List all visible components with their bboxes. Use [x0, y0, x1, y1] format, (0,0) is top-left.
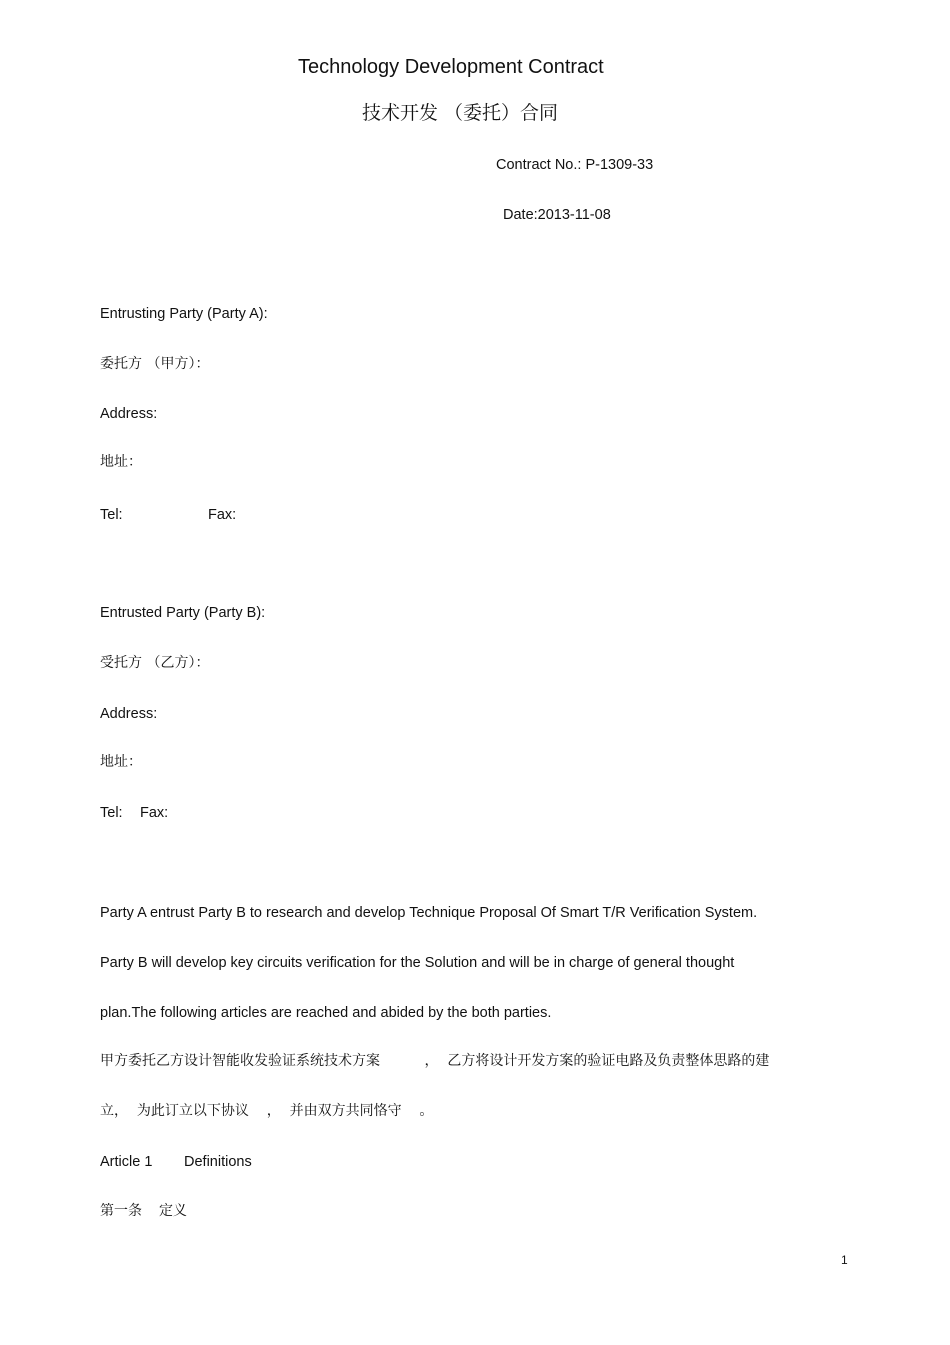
title-en: Technology Development Contract	[298, 56, 604, 78]
party-a-tel: Tel:	[100, 507, 123, 523]
party-a-fax: Fax:	[208, 507, 237, 523]
title-cn: 技术开发 （委托）合同	[362, 102, 559, 124]
party-a-address-en: Address:	[100, 406, 158, 422]
party-b-tel: Tel:	[100, 805, 123, 821]
contract-date: Date:2013-11-08	[503, 207, 611, 223]
article-1-number-cn: 第一条	[100, 1203, 142, 1219]
page-number: 1	[841, 1253, 848, 1267]
party-b-fax: Fax:	[140, 805, 169, 821]
intro-cn-line-1: 甲方委托乙方设计智能收发验证系统技术方案 ， 乙方将设计开发方案的验证电路及负责整体思路的建	[100, 1053, 770, 1069]
intro-en-line-1: Party A entrust Party B to research and develop Technique Proposal Of Smart T/R Verification System.	[100, 905, 758, 921]
intro-en-line-2: Party B will develop key circuits verification for the Solution and will be in charge of general thought	[100, 955, 735, 971]
article-1-number-en: Article 1	[100, 1154, 153, 1170]
party-b-address-en: Address:	[100, 706, 158, 722]
party-a-heading-en: Entrusting Party (Party A):	[100, 306, 268, 322]
party-b-heading-en: Entrusted Party (Party B):	[100, 605, 266, 621]
party-a-address-cn: 地址：	[100, 454, 142, 470]
contract-number: Contract No.: P-1309-33	[496, 157, 654, 173]
article-1-title-en: Definitions	[184, 1154, 252, 1170]
party-b-address-cn: 地址：	[100, 754, 142, 770]
party-b-heading-cn: 受托方 （乙方）：	[100, 655, 210, 671]
intro-cn-line-2: 立， 为此订立以下协议 ， 并由双方共同恪守 。	[100, 1103, 434, 1119]
intro-en-line-3: plan.The following articles are reached and abided by the both parties.	[100, 1005, 552, 1021]
party-a-heading-cn: 委托方 （甲方）：	[100, 356, 210, 372]
article-1-title-cn: 定义	[159, 1203, 187, 1219]
